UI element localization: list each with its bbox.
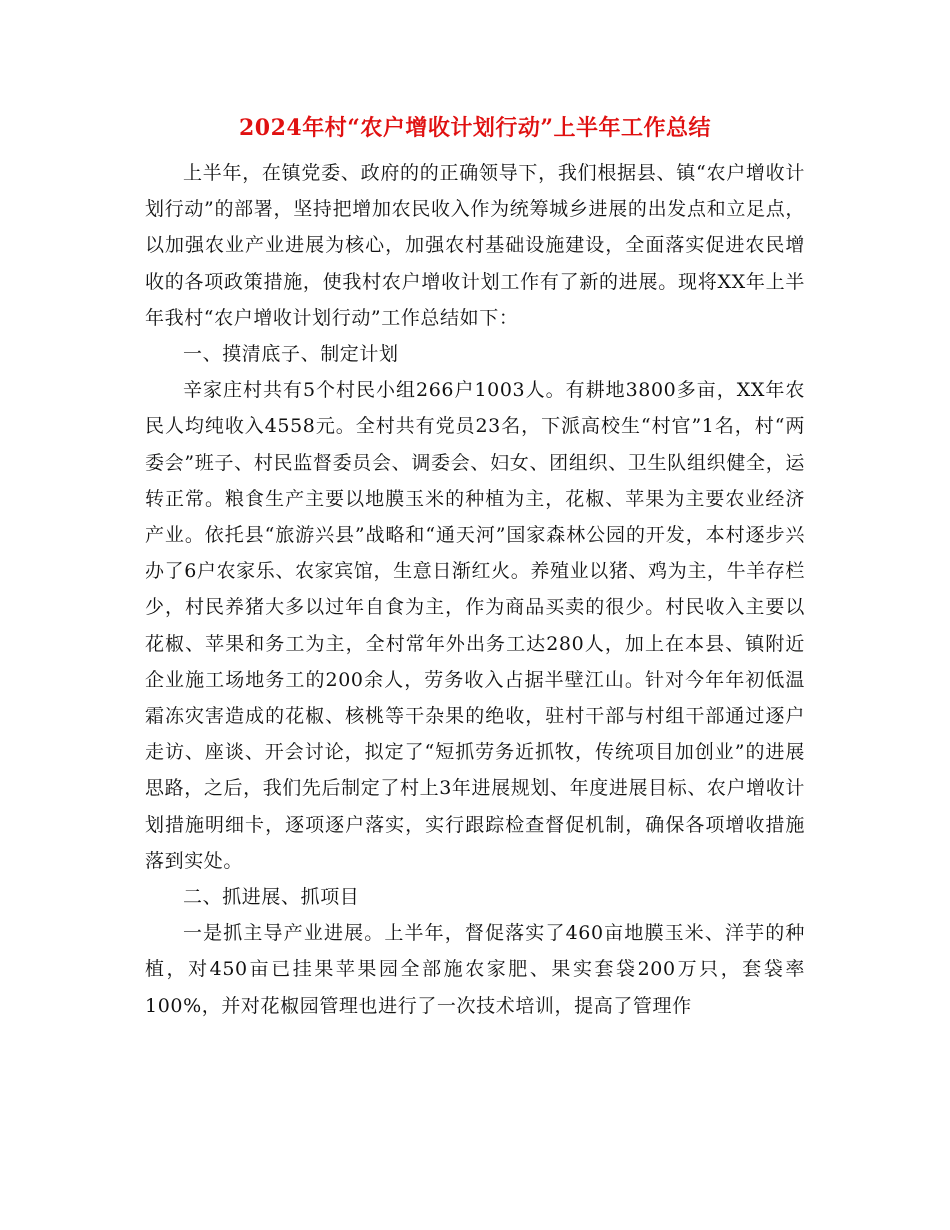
paragraph-section-1: 辛家庄村共有5个村民小组266户1003人。有耕地3800多亩，XX年农民人均纯收入4558元。全村共有党员23名，下派高校生“村官”1名，村“两委会”班子、村民监督委员会、调委会、妇女、团组织、卫生队组织健全，运转正常。粮食生产主要以地膜玉米的种植为主，花椒、苹果为主要农业经济产业。依托县“旅游兴县”战略和“通天河”国家森林公园的开发，本村逐步兴办了6户农家乐、农家宾馆，生意日渐红火。养殖业以猪、鸡为主，牛羊存栏少，村民养猪大多以过年自食为主，作为商品买卖的很少。村民收入主要以花椒、苹果和务工为主，全村常年外出务工达280人，加上在本县、镇附近企业施工场地务工的200余人，劳务收入占据半壁江山。针对今年年初低温霜冻灾害造成的花椒、核桃等干杂果的绝收，驻村干部与村组干部通过逐户走访、座谈、开会讨论，拟定了“短抓劳务近抓牧，传统项目加创业”的进展思路，之后，我们先后制定了村上3年进展规划、年度进展目标、农户增收计划措施明细卡，逐项逐户落实，实行跟踪检查督促机制，确保各项增收措施落到实处。: [145, 379, 805, 872]
paragraph-intro: 上半年，在镇党委、政府的的正确领导下，我们根据县、镇“农户增收计划行动”的部署，坚持把增加农民收入作为统筹城乡进展的出发点和立足点，以加强农业产业进展为核心，加强农村基础设施建设，全面落实促进农民增收的各项政策措施，使我村农户增收计划工作有了新的进展。现将XX年上半年我村“农户增收计划行动”工作总结如下：: [145, 162, 805, 329]
document-body: [145, 155, 805, 1024]
document-title: 2024年村“农户增收计划行动”上半年工作总结: [238, 115, 712, 141]
section-heading-2: 二、抓进展、抓项目: [183, 886, 360, 909]
section-heading-1: 一、摸清底子、制定计划: [183, 343, 399, 366]
paragraph-section-2: 一是抓主导产业进展。上半年，督促落实了460亩地膜玉米、洋芋的种植，对450亩已挂果苹果园全部施农家肥、果实套袋200万只，套袋率100%，并对花椒园管理也进行了一次技术培训，提高了管理作: [145, 922, 805, 1017]
